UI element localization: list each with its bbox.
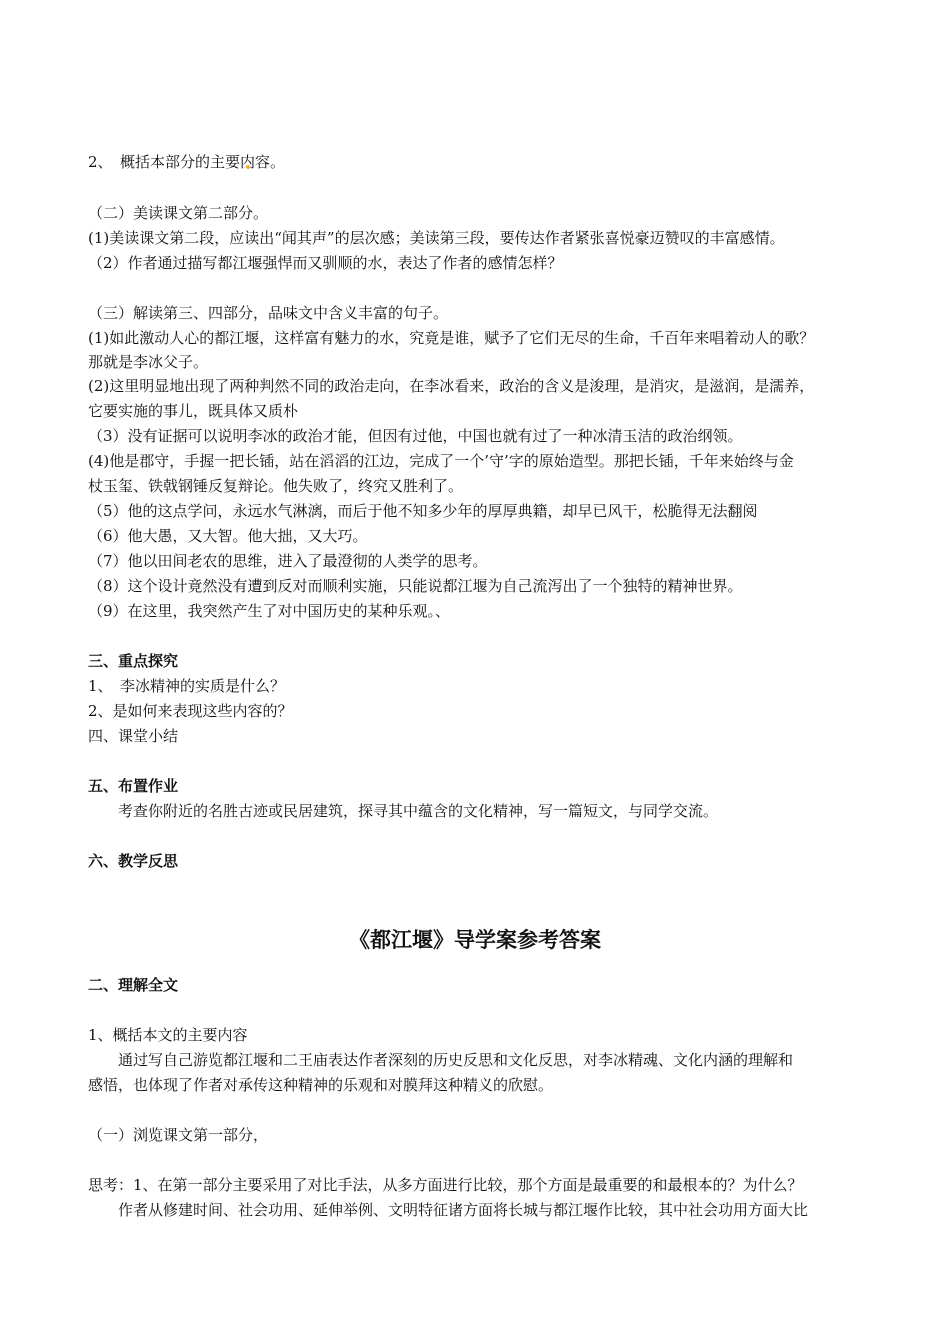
text-line: (1)美读课文第二段，应读出“闻其声”的层次感；美读第三段，要传达作者紧张喜悦豪迈赞叹的丰富感情。 [88, 229, 785, 247]
text-line: 那就是李冰父子。 [88, 353, 209, 371]
page-title: 《都江堰》导学案参考答案 [349, 928, 601, 952]
text-line: 1、 李冰精神的实质是什么？ [88, 677, 286, 695]
text-line: 考查你附近的名胜古迹或民居建筑，探寻其中蕴含的文化精神，写一篇短文，与同学交流。 [118, 802, 719, 820]
section-heading: 二、理解全文 [88, 976, 179, 994]
text-line: （6）他大愚，又大智。他大拙，又大巧。 [88, 527, 368, 545]
text-line: (1)如此激动人心的都江堰，这样富有魅力的水，究竟是谁，赋予了它们无尽的生命，千百年来唱着动人的歌？ [88, 329, 815, 347]
text-line: 通过写自己游览都江堰和二王庙表达作者深刻的历史反思和文化反思，对李冰精魂、文化内涵的理解和 [118, 1051, 794, 1069]
text-line: 它要实施的事儿，既具体又质朴 [88, 402, 299, 420]
text-line: 感悟，也体现了作者对承传这种精神的乐观和对膜拜这种精义的欣慰。 [88, 1076, 554, 1094]
section-heading: （三）解读第三、四部分，品味文中含义丰富的句子。 [88, 304, 449, 322]
text-line: （8）这个设计竟然没有遭到反对而顺利实施，只能说都江堰为自己流泻出了一个独特的精神世界。 [88, 577, 743, 595]
section-heading: 三、重点探究 [88, 652, 179, 670]
text-line: 作者从修建时间、社会功用、延伸举例、文明特征诸方面将长城与都江堰作比较，其中社会功用方面大比 [118, 1201, 809, 1219]
section-heading: 六、教学反思 [88, 852, 179, 870]
text-line: （7）他以田间老农的思维，进入了最澄彻的人类学的思考。 [88, 552, 488, 570]
text-line: （2）作者通过描写都江堰强悍而又驯顺的水，表达了作者的感情怎样？ [88, 254, 563, 272]
text-line: （5）他的这点学问，永远水气淋漓，而后于他不知多少年的厚厚典籍，却早已风干，松脆得无法翻阅 [88, 502, 758, 520]
section-heading: （一）浏览课文第一部分， [88, 1126, 269, 1144]
text-line: (4)他是郡守，手握一把长锸，站在滔滔的江边，完成了一个’守’字的原始造型。那把长锸，千年来始终与金 [88, 452, 794, 470]
text-line: 2、 概括本部分的主要内容。 [88, 153, 286, 171]
text-line: （3）没有证据可以说明李冰的政治才能，但因有过他，中国也就有过了一种冰清玉洁的政治纲领。 [88, 427, 743, 445]
text-line: 1、概括本文的主要内容 [88, 1026, 248, 1044]
text-line: （9）在这里，我突然产生了对中国历史的某种乐观。、 [88, 602, 451, 620]
section-heading: 五、布置作业 [88, 777, 179, 795]
text-line: 杖玉玺、铁戟钢锤反复辩论。他失败了，终究又胜利了。 [88, 477, 464, 495]
text-line: (2)这里明显地出现了两种判然不同的政治走向，在李冰看来，政治的含义是浚理，是消灾，是滋润，是濡养， [88, 377, 815, 395]
text-line: 2、是如何来表现这些内容的？ [88, 702, 293, 720]
section-heading: （二）美读课文第二部分。 [88, 204, 269, 222]
text-line: 思考：1、在第一部分主要采用了对比手法，从多方面进行比较，那个方面是最重要的和最根本的？为什么？ [88, 1176, 803, 1194]
section-heading: 四、课堂小结 [88, 727, 179, 745]
